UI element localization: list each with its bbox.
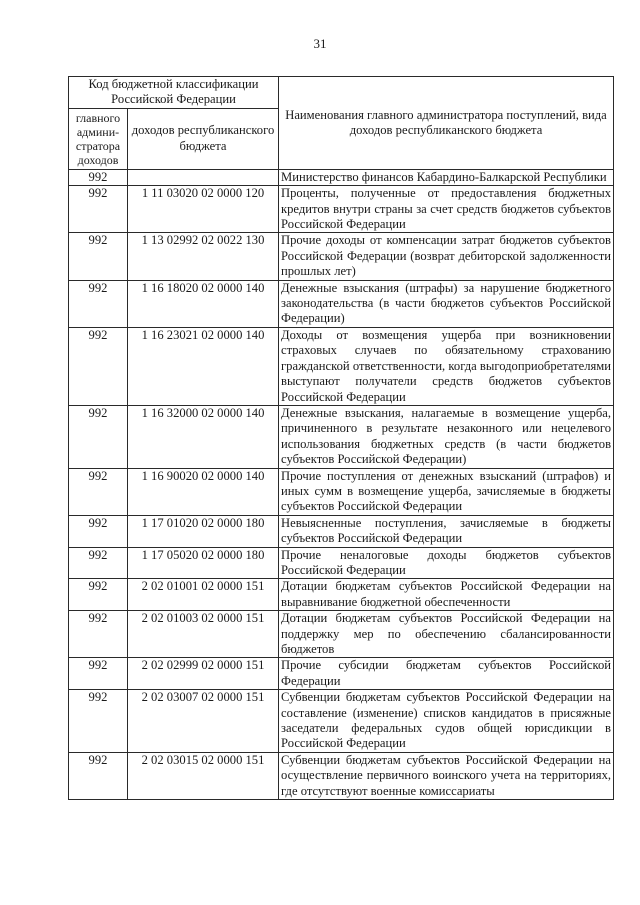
revenue-name-cell: Прочие поступления от денежных взысканий (штрафов) и иных сумм в возмещение ущерба, зачисляемые в бюджеты субъектов Российской Федерации <box>279 468 614 515</box>
table-row <box>69 169 614 185</box>
table-row <box>69 280 614 327</box>
revenue-code-cell: 1 16 18020 02 0000 140 <box>128 280 279 327</box>
revenue-name-cell: Субвенции бюджетам субъектов Российской Федерации на составление (изменение) списков кандидатов в присяжные заседатели федеральных судов общей юрисдикции в Российской Федерации <box>279 690 614 753</box>
table-row <box>69 547 614 579</box>
revenue-code-cell: 2 02 02999 02 0000 151 <box>128 658 279 690</box>
admin-code-cell: 992 <box>69 690 128 753</box>
admin-code-cell: 992 <box>69 515 128 547</box>
page-number: 31 <box>313 36 327 51</box>
revenue-name-cell: Дотации бюджетам субъектов Российской Федерации на поддержку мер по обеспечению сбалансированности бюджетов <box>279 611 614 658</box>
table-row <box>69 515 614 547</box>
revenue-name-cell: Министерство финансов Кабардино-Балкарской Республики <box>279 169 614 185</box>
revenue-name-cell: Прочие субсидии бюджетам субъектов Российской Федерации <box>279 658 614 690</box>
revenue-code-cell: 1 13 02992 02 0022 130 <box>128 233 279 280</box>
admin-code-cell: 992 <box>69 658 128 690</box>
admin-code-cell: 992 <box>69 579 128 611</box>
header-classification-code: Код бюджетной классификации Российской Федерации <box>69 77 279 109</box>
table-row <box>69 468 614 515</box>
header-revenue-code: доходов республиканского бюджета <box>128 108 279 169</box>
revenue-code-cell: 1 16 90020 02 0000 140 <box>128 468 279 515</box>
revenue-code-cell: 2 02 01003 02 0000 151 <box>128 611 279 658</box>
admin-code-cell: 992 <box>69 233 128 280</box>
admin-code-cell: 992 <box>69 280 128 327</box>
table-body <box>69 169 614 799</box>
revenue-name-cell: Прочие доходы от компенсации затрат бюджетов субъектов Российской Федерации (возврат дебиторской задолженности прошлых лет) <box>279 233 614 280</box>
revenue-code-cell: 1 11 03020 02 0000 120 <box>128 186 279 233</box>
table-row <box>69 579 614 611</box>
revenue-code-cell: 2 02 03007 02 0000 151 <box>128 690 279 753</box>
revenue-code-cell: 2 02 01001 02 0000 151 <box>128 579 279 611</box>
revenue-code-cell: 1 17 05020 02 0000 180 <box>128 547 279 579</box>
table-row <box>69 752 614 799</box>
revenue-name-cell: Денежные взыскания (штрафы) за нарушение бюджетного законодательства (в части бюджетов субъектов Российской Федерации) <box>279 280 614 327</box>
revenue-name-cell: Проценты, полученные от предоставления бюджетных кредитов внутри страны за счет средств бюджетов субъектов Российской Федерации <box>279 186 614 233</box>
revenue-name-cell: Невыясненные поступления, зачисляемые в бюджеты субъектов Российской Федерации <box>279 515 614 547</box>
table-row <box>69 611 614 658</box>
admin-code-cell: 992 <box>69 169 128 185</box>
admin-code-cell: 992 <box>69 611 128 658</box>
revenue-code-cell <box>128 169 279 185</box>
revenue-name-cell: Субвенции бюджетам субъектов Российской Федерации на осуществление первичного воинского учета на территориях, где отсутствуют военные комиссариаты <box>279 752 614 799</box>
admin-code-cell: 992 <box>69 327 128 405</box>
admin-code-cell: 992 <box>69 547 128 579</box>
admin-code-cell: 992 <box>69 468 128 515</box>
admin-code-cell: 992 <box>69 405 128 468</box>
header-main-administrator: главного админи-стратора доходов <box>69 108 128 169</box>
table-row <box>69 658 614 690</box>
admin-code-cell: 992 <box>69 752 128 799</box>
revenue-code-cell: 2 02 03015 02 0000 151 <box>128 752 279 799</box>
table-row <box>69 327 614 405</box>
revenue-name-cell: Дотации бюджетам субъектов Российской Федерации на выравнивание бюджетной обеспеченности <box>279 579 614 611</box>
budget-classification-table <box>68 76 614 800</box>
table-row <box>69 186 614 233</box>
revenue-code-cell: 1 16 32000 02 0000 140 <box>128 405 279 468</box>
revenue-name-cell: Прочие неналоговые доходы бюджетов субъектов Российской Федерации <box>279 547 614 579</box>
revenue-name-cell: Доходы от возмещения ущерба при возникновении страховых случаев по обязательному страхованию гражданской ответственности, когда выгодоприобретателями выступают получатели средств бюджетов субъектов Российской Федерации <box>279 327 614 405</box>
admin-code-cell: 992 <box>69 186 128 233</box>
revenue-code-cell: 1 16 23021 02 0000 140 <box>128 327 279 405</box>
header-administrator-name: Наименования главного администратора поступлений, вида доходов республиканского бюджета <box>279 77 614 170</box>
revenue-code-cell: 1 17 01020 02 0000 180 <box>128 515 279 547</box>
revenue-name-cell: Денежные взыскания, налагаемые в возмещение ущерба, причиненного в результате незаконного или нецелевого использования бюджетных средств (в части бюджетов субъектов Российской Федерации) <box>279 405 614 468</box>
table-row <box>69 405 614 468</box>
table-row <box>69 233 614 280</box>
table-row <box>69 690 614 753</box>
